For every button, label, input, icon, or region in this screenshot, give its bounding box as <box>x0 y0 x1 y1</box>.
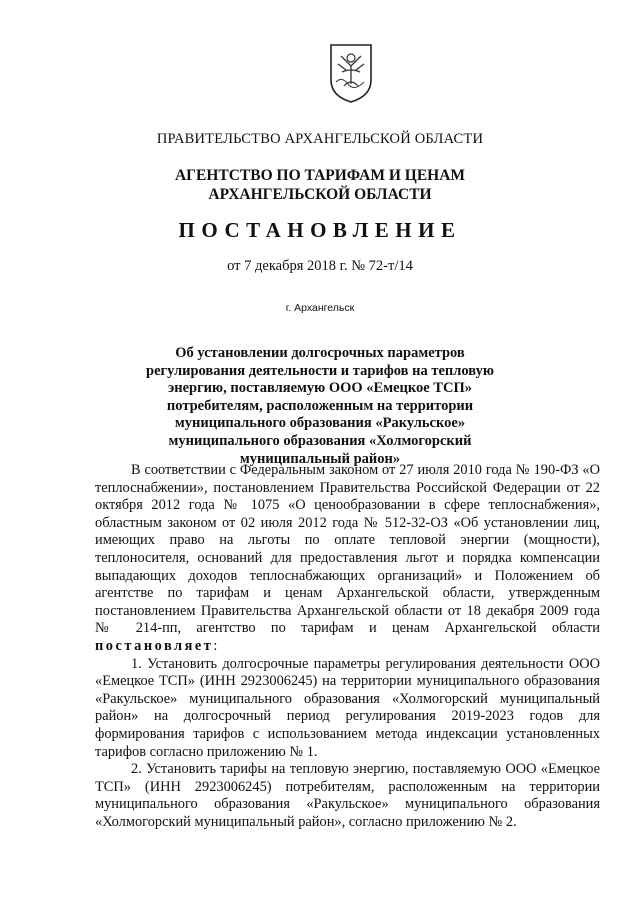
document-body <box>95 462 600 831</box>
government-name: ПРАВИТЕЛЬСТВО АРХАНГЕЛЬСКОЙ ОБЛАСТИ <box>156 131 484 147</box>
agency-name-line-1: АГЕНТСТВО ПО ТАРИФАМ И ЦЕНАМ <box>174 167 466 184</box>
document-date-number: от 7 декабря 2018 г. № 72-т/14 <box>227 258 413 274</box>
item-1-paragraph: 1. Установить долгосрочные параметры регулирования деятельности ООО «Емецкое ТСП» (ИНН 2923006245) на территории муниципального образования «Ракульское» муниципального образования «Холмогорский муниципальный район» на долгосрочный период регулирования 2019-2023 годов для формирования тарифов с использованием метода индексации установленных тарифов согласно приложению № 1. <box>95 655 600 760</box>
preamble-text: В соответствии с Федеральным законом от 27 июля 2010 года № 190-ФЗ «О теплоснабжении», постановлением Правительства Российской Федерации от 22 октября 2012 года № 1075 «О ценообразовании в сфере теплоснабжения», областным законом от 02 июля 2012 года № 512-32-ОЗ «Об установлении лиц, имеющих право на льготы по оплате тепловой энергии (мощности), теплоносителя, оснований для предоставления льгот и порядка компенсации выпадающих доходов теплоснабжающих организаций» и Положением об агентстве по тарифам и ценам Архангельской области, утвержденным постановлением Правительства Архангельской области от 18 декабря 2009 года № 214-пп, агентство по тарифам и ценам Архангельской области <box>95 462 600 637</box>
coat-of-arms-emblem <box>328 42 374 104</box>
agency-name <box>0 166 640 204</box>
item-2-paragraph: 2. Установить тарифы на тепловую энергию, поставляемую ООО «Емецкое ТСП» (ИНН 2923006245) потребителям, расположенным на территории муниципального образования «Ракульское» муниципального образования «Холмогорский муниципальный район», согласно приложению № 2. <box>95 761 600 830</box>
preamble-paragraph: В соответствии с Федеральным законом от 27 июля 2010 года № 190-ФЗ «О теплоснабжении», постановлением Правительства Российской Федерации от 22 октября 2012 года № 1075 «О ценообразовании в сфере теплоснабжения», областным законом от 02 июля 2012 года № 512-32-ОЗ «Об установлении лиц, имеющих право на льготы по оплате тепловой энергии (мощности), теплоносителя, оснований для предоставления льгот и порядка компенсации выпадающих доходов теплоснабжающих организаций» и Положением об агентстве по тарифам и ценам Архангельской области, утвержденным постановлением Правительства Архангельской области от 18 декабря 2009 года № 214-пп, агентство по тарифам и ценам Архангельской области постановляет: <box>95 462 600 654</box>
decree-word: постановляет <box>95 637 214 654</box>
document-city: г. Архангельск <box>285 302 355 314</box>
agency-name-line-2: АРХАНГЕЛЬСКОЙ ОБЛАСТИ <box>208 186 432 203</box>
document-type: ПОСТАНОВЛЕНИЕ <box>178 218 462 242</box>
document-title: Об установлении долгосрочных параметров регулирования деятельности и тарифов на тепловую энергию, поставляемую ООО «Емецкое ТСП» потребителям, расположенным на территории муниципального образования «Ракульское» муниципального образования «Холмогорский муниципальный район» <box>146 345 494 467</box>
